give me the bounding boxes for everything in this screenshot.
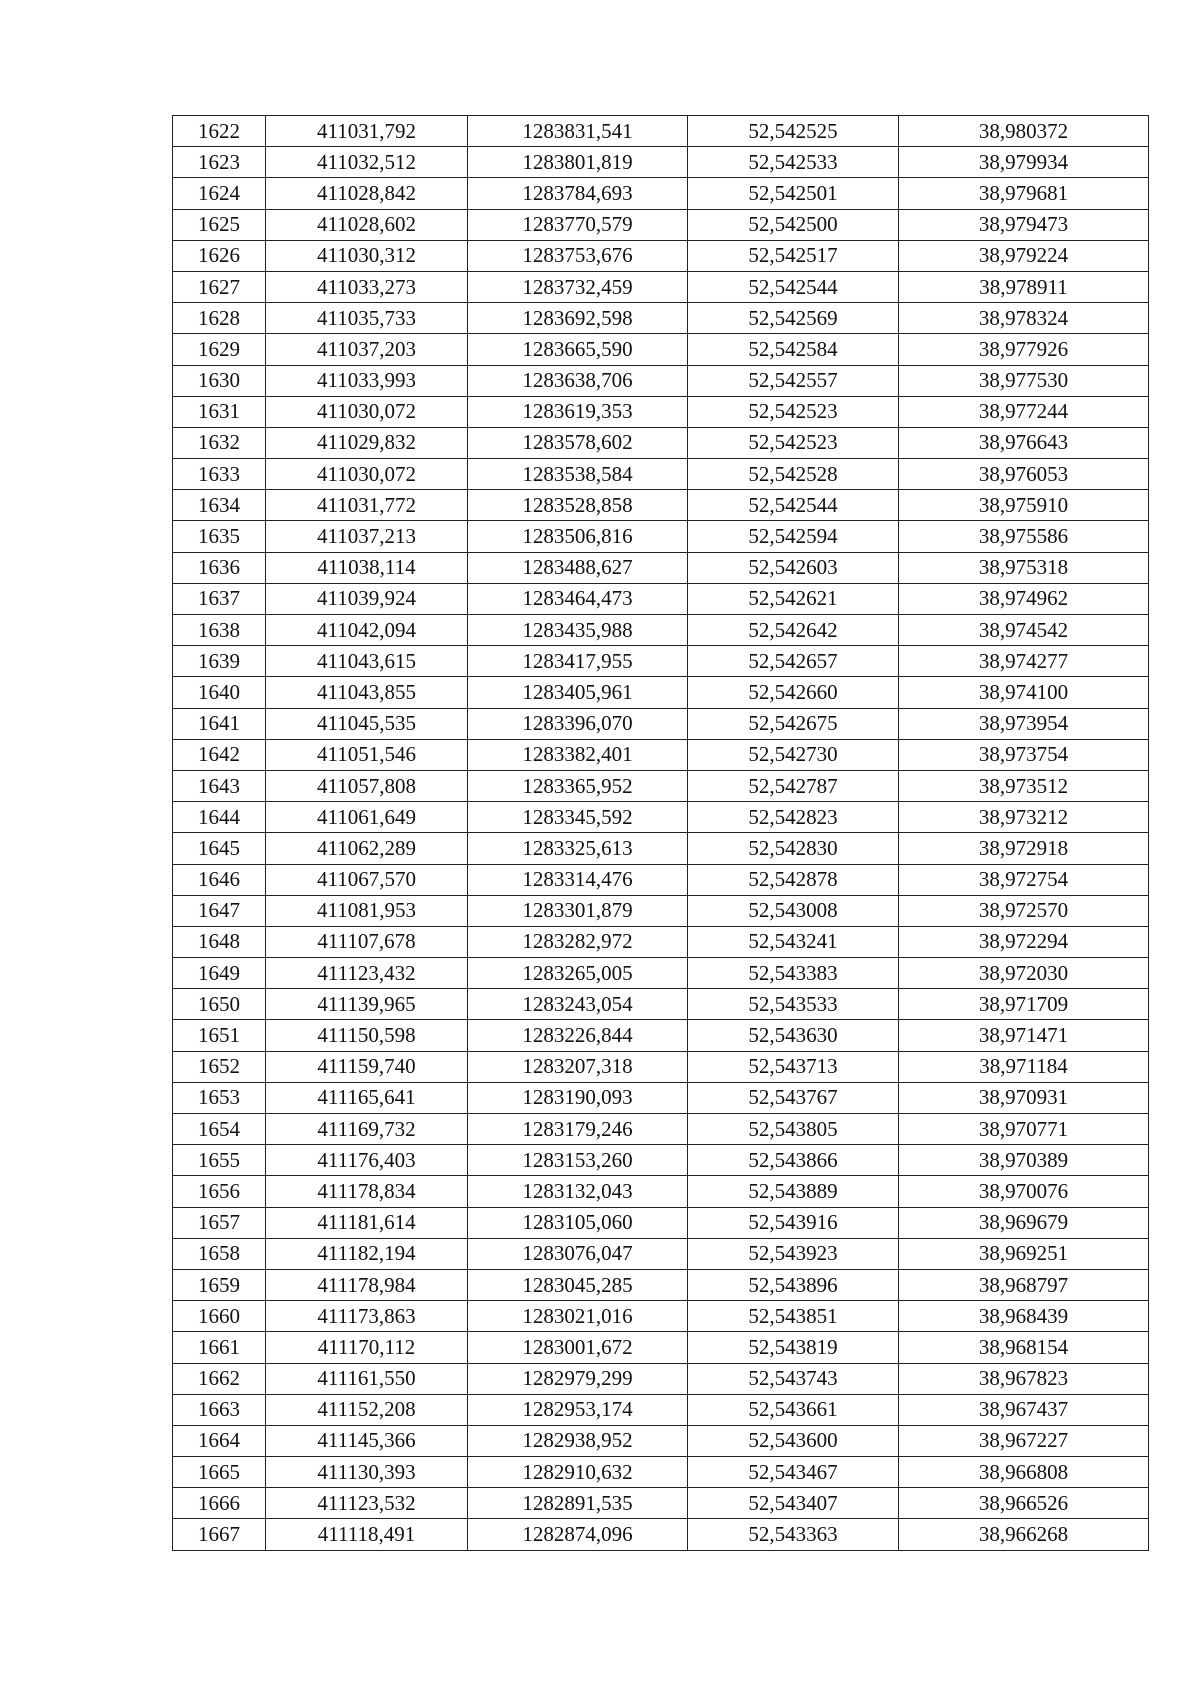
point-number-cell: 1642	[173, 739, 266, 770]
x-coordinate-cell: 411032,512	[266, 147, 468, 178]
point-number-cell: 1650	[173, 989, 266, 1020]
table-row	[173, 1114, 1149, 1145]
longitude-cell: 38,967823	[899, 1363, 1149, 1394]
table-row	[173, 1269, 1149, 1300]
table-row	[173, 739, 1149, 770]
latitude-cell: 52,543767	[688, 1082, 899, 1113]
x-coordinate-cell: 411035,733	[266, 303, 468, 334]
latitude-cell: 52,542525	[688, 116, 899, 147]
x-coordinate-cell: 411039,924	[266, 583, 468, 614]
longitude-cell: 38,973212	[899, 802, 1149, 833]
table-row	[173, 459, 1149, 490]
table-row	[173, 677, 1149, 708]
x-coordinate-cell: 411145,366	[266, 1425, 468, 1456]
y-coordinate-cell: 1283396,070	[468, 708, 688, 739]
table-row	[173, 396, 1149, 427]
point-number-cell: 1662	[173, 1363, 266, 1394]
x-coordinate-cell: 411045,535	[266, 708, 468, 739]
table-row	[173, 989, 1149, 1020]
longitude-cell: 38,970076	[899, 1176, 1149, 1207]
x-coordinate-cell: 411037,213	[266, 521, 468, 552]
point-number-cell: 1652	[173, 1051, 266, 1082]
longitude-cell: 38,972294	[899, 926, 1149, 957]
y-coordinate-cell: 1283265,005	[468, 958, 688, 989]
y-coordinate-cell: 1283179,246	[468, 1114, 688, 1145]
x-coordinate-cell: 411081,953	[266, 895, 468, 926]
table-row	[173, 116, 1149, 147]
longitude-cell: 38,975318	[899, 552, 1149, 583]
longitude-cell: 38,977926	[899, 334, 1149, 365]
point-number-cell: 1624	[173, 178, 266, 209]
x-coordinate-cell: 411043,615	[266, 646, 468, 677]
longitude-cell: 38,976053	[899, 459, 1149, 490]
table-row	[173, 240, 1149, 271]
longitude-cell: 38,971471	[899, 1020, 1149, 1051]
longitude-cell: 38,974962	[899, 583, 1149, 614]
point-number-cell: 1648	[173, 926, 266, 957]
x-coordinate-cell: 411030,072	[266, 459, 468, 490]
y-coordinate-cell: 1283464,473	[468, 583, 688, 614]
table-row	[173, 1051, 1149, 1082]
longitude-cell: 38,974100	[899, 677, 1149, 708]
x-coordinate-cell: 411123,432	[266, 958, 468, 989]
x-coordinate-cell: 411178,984	[266, 1269, 468, 1300]
longitude-cell: 38,968154	[899, 1332, 1149, 1363]
table-row	[173, 303, 1149, 334]
x-coordinate-cell: 411181,614	[266, 1207, 468, 1238]
latitude-cell: 52,542523	[688, 427, 899, 458]
x-coordinate-cell: 411178,834	[266, 1176, 468, 1207]
table-row	[173, 1082, 1149, 1113]
point-number-cell: 1655	[173, 1145, 266, 1176]
y-coordinate-cell: 1283325,613	[468, 833, 688, 864]
y-coordinate-cell: 1283226,844	[468, 1020, 688, 1051]
longitude-cell: 38,968439	[899, 1301, 1149, 1332]
y-coordinate-cell: 1283045,285	[468, 1269, 688, 1300]
x-coordinate-cell: 411028,842	[266, 178, 468, 209]
point-number-cell: 1658	[173, 1238, 266, 1269]
y-coordinate-cell: 1283282,972	[468, 926, 688, 957]
latitude-cell: 52,543866	[688, 1145, 899, 1176]
y-coordinate-cell: 1283105,060	[468, 1207, 688, 1238]
y-coordinate-cell: 1283405,961	[468, 677, 688, 708]
x-coordinate-cell: 411038,114	[266, 552, 468, 583]
x-coordinate-cell: 411062,289	[266, 833, 468, 864]
point-number-cell: 1667	[173, 1519, 266, 1550]
longitude-cell: 38,967227	[899, 1425, 1149, 1456]
x-coordinate-cell: 411173,863	[266, 1301, 468, 1332]
y-coordinate-cell: 1283301,879	[468, 895, 688, 926]
y-coordinate-cell: 1283076,047	[468, 1238, 688, 1269]
point-number-cell: 1622	[173, 116, 266, 147]
point-number-cell: 1627	[173, 271, 266, 302]
table-row	[173, 708, 1149, 739]
latitude-cell: 52,542594	[688, 521, 899, 552]
table-row	[173, 926, 1149, 957]
latitude-cell: 52,542730	[688, 739, 899, 770]
x-coordinate-cell: 411150,598	[266, 1020, 468, 1051]
longitude-cell: 38,974277	[899, 646, 1149, 677]
table-row	[173, 1488, 1149, 1519]
y-coordinate-cell: 1283190,093	[468, 1082, 688, 1113]
table-row	[173, 833, 1149, 864]
x-coordinate-cell: 411031,792	[266, 116, 468, 147]
y-coordinate-cell: 1283753,676	[468, 240, 688, 271]
table-row	[173, 521, 1149, 552]
point-number-cell: 1639	[173, 646, 266, 677]
x-coordinate-cell: 411123,532	[266, 1488, 468, 1519]
table-row	[173, 1519, 1149, 1550]
longitude-cell: 38,969679	[899, 1207, 1149, 1238]
longitude-cell: 38,973954	[899, 708, 1149, 739]
latitude-cell: 52,542878	[688, 864, 899, 895]
latitude-cell: 52,543819	[688, 1332, 899, 1363]
y-coordinate-cell: 1283770,579	[468, 209, 688, 240]
table-row	[173, 209, 1149, 240]
longitude-cell: 38,967437	[899, 1394, 1149, 1425]
table-body	[173, 116, 1149, 1551]
longitude-cell: 38,966808	[899, 1457, 1149, 1488]
latitude-cell: 52,543407	[688, 1488, 899, 1519]
latitude-cell: 52,543896	[688, 1269, 899, 1300]
x-coordinate-cell: 411033,993	[266, 365, 468, 396]
point-number-cell: 1634	[173, 490, 266, 521]
latitude-cell: 52,543851	[688, 1301, 899, 1332]
latitude-cell: 52,543467	[688, 1457, 899, 1488]
latitude-cell: 52,542523	[688, 396, 899, 427]
latitude-cell: 52,543916	[688, 1207, 899, 1238]
latitude-cell: 52,542500	[688, 209, 899, 240]
x-coordinate-cell: 411037,203	[266, 334, 468, 365]
table-row	[173, 178, 1149, 209]
latitude-cell: 52,543533	[688, 989, 899, 1020]
y-coordinate-cell: 1282953,174	[468, 1394, 688, 1425]
point-number-cell: 1631	[173, 396, 266, 427]
latitude-cell: 52,542621	[688, 583, 899, 614]
point-number-cell: 1635	[173, 521, 266, 552]
table-row	[173, 271, 1149, 302]
point-number-cell: 1626	[173, 240, 266, 271]
latitude-cell: 52,542517	[688, 240, 899, 271]
longitude-cell: 38,972918	[899, 833, 1149, 864]
longitude-cell: 38,966268	[899, 1519, 1149, 1550]
x-coordinate-cell: 411057,808	[266, 770, 468, 801]
x-coordinate-cell: 411031,772	[266, 490, 468, 521]
latitude-cell: 52,542603	[688, 552, 899, 583]
point-number-cell: 1666	[173, 1488, 266, 1519]
table-row	[173, 1238, 1149, 1269]
latitude-cell: 52,543805	[688, 1114, 899, 1145]
point-number-cell: 1654	[173, 1114, 266, 1145]
x-coordinate-cell: 411139,965	[266, 989, 468, 1020]
table-row	[173, 1301, 1149, 1332]
table-row	[173, 1176, 1149, 1207]
longitude-cell: 38,978324	[899, 303, 1149, 334]
longitude-cell: 38,979681	[899, 178, 1149, 209]
table-row	[173, 802, 1149, 833]
point-number-cell: 1664	[173, 1425, 266, 1456]
point-number-cell: 1629	[173, 334, 266, 365]
x-coordinate-cell: 411118,491	[266, 1519, 468, 1550]
table-row	[173, 1145, 1149, 1176]
point-number-cell: 1659	[173, 1269, 266, 1300]
point-number-cell: 1645	[173, 833, 266, 864]
y-coordinate-cell: 1283488,627	[468, 552, 688, 583]
y-coordinate-cell: 1283207,318	[468, 1051, 688, 1082]
table-row	[173, 427, 1149, 458]
y-coordinate-cell: 1282979,299	[468, 1363, 688, 1394]
longitude-cell: 38,977530	[899, 365, 1149, 396]
x-coordinate-cell: 411182,194	[266, 1238, 468, 1269]
longitude-cell: 38,966526	[899, 1488, 1149, 1519]
table-row	[173, 1332, 1149, 1363]
point-number-cell: 1644	[173, 802, 266, 833]
longitude-cell: 38,980372	[899, 116, 1149, 147]
latitude-cell: 52,543630	[688, 1020, 899, 1051]
y-coordinate-cell: 1283665,590	[468, 334, 688, 365]
y-coordinate-cell: 1283578,602	[468, 427, 688, 458]
x-coordinate-cell: 411161,550	[266, 1363, 468, 1394]
y-coordinate-cell: 1283831,541	[468, 116, 688, 147]
point-number-cell: 1661	[173, 1332, 266, 1363]
y-coordinate-cell: 1283506,816	[468, 521, 688, 552]
point-number-cell: 1637	[173, 583, 266, 614]
point-number-cell: 1638	[173, 615, 266, 646]
latitude-cell: 52,542501	[688, 178, 899, 209]
point-number-cell: 1651	[173, 1020, 266, 1051]
y-coordinate-cell: 1283638,706	[468, 365, 688, 396]
longitude-cell: 38,977244	[899, 396, 1149, 427]
point-number-cell: 1630	[173, 365, 266, 396]
longitude-cell: 38,979473	[899, 209, 1149, 240]
longitude-cell: 38,968797	[899, 1269, 1149, 1300]
table-row	[173, 895, 1149, 926]
latitude-cell: 52,542544	[688, 271, 899, 302]
y-coordinate-cell: 1283153,260	[468, 1145, 688, 1176]
latitude-cell: 52,543923	[688, 1238, 899, 1269]
point-number-cell: 1647	[173, 895, 266, 926]
longitude-cell: 38,972030	[899, 958, 1149, 989]
table-row	[173, 334, 1149, 365]
latitude-cell: 52,543008	[688, 895, 899, 926]
latitude-cell: 52,543889	[688, 1176, 899, 1207]
y-coordinate-cell: 1283021,016	[468, 1301, 688, 1332]
x-coordinate-cell: 411030,312	[266, 240, 468, 271]
table-row	[173, 615, 1149, 646]
y-coordinate-cell: 1283365,952	[468, 770, 688, 801]
latitude-cell: 52,542533	[688, 147, 899, 178]
x-coordinate-cell: 411165,641	[266, 1082, 468, 1113]
latitude-cell: 52,543241	[688, 926, 899, 957]
point-number-cell: 1625	[173, 209, 266, 240]
table-row	[173, 646, 1149, 677]
latitude-cell: 52,542528	[688, 459, 899, 490]
x-coordinate-cell: 411152,208	[266, 1394, 468, 1425]
longitude-cell: 38,978911	[899, 271, 1149, 302]
longitude-cell: 38,972754	[899, 864, 1149, 895]
table-row	[173, 1207, 1149, 1238]
y-coordinate-cell: 1282874,096	[468, 1519, 688, 1550]
y-coordinate-cell: 1283538,584	[468, 459, 688, 490]
point-number-cell: 1665	[173, 1457, 266, 1488]
x-coordinate-cell: 411130,393	[266, 1457, 468, 1488]
latitude-cell: 52,542584	[688, 334, 899, 365]
y-coordinate-cell: 1283732,459	[468, 271, 688, 302]
point-number-cell: 1641	[173, 708, 266, 739]
longitude-cell: 38,979934	[899, 147, 1149, 178]
x-coordinate-cell: 411042,094	[266, 615, 468, 646]
point-number-cell: 1633	[173, 459, 266, 490]
latitude-cell: 52,542544	[688, 490, 899, 521]
y-coordinate-cell: 1283243,054	[468, 989, 688, 1020]
point-number-cell: 1663	[173, 1394, 266, 1425]
x-coordinate-cell: 411176,403	[266, 1145, 468, 1176]
point-number-cell: 1656	[173, 1176, 266, 1207]
latitude-cell: 52,542642	[688, 615, 899, 646]
longitude-cell: 38,969251	[899, 1238, 1149, 1269]
point-number-cell: 1646	[173, 864, 266, 895]
latitude-cell: 52,542660	[688, 677, 899, 708]
table-row	[173, 1425, 1149, 1456]
latitude-cell: 52,543363	[688, 1519, 899, 1550]
x-coordinate-cell: 411030,072	[266, 396, 468, 427]
coordinate-table	[172, 115, 1149, 1551]
point-number-cell: 1628	[173, 303, 266, 334]
longitude-cell: 38,972570	[899, 895, 1149, 926]
y-coordinate-cell: 1283435,988	[468, 615, 688, 646]
table-row	[173, 552, 1149, 583]
longitude-cell: 38,971709	[899, 989, 1149, 1020]
x-coordinate-cell: 411159,740	[266, 1051, 468, 1082]
point-number-cell: 1623	[173, 147, 266, 178]
x-coordinate-cell: 411043,855	[266, 677, 468, 708]
y-coordinate-cell: 1283692,598	[468, 303, 688, 334]
latitude-cell: 52,543661	[688, 1394, 899, 1425]
latitude-cell: 52,542657	[688, 646, 899, 677]
point-number-cell: 1660	[173, 1301, 266, 1332]
point-number-cell: 1643	[173, 770, 266, 801]
y-coordinate-cell: 1282938,952	[468, 1425, 688, 1456]
point-number-cell: 1636	[173, 552, 266, 583]
longitude-cell: 38,979224	[899, 240, 1149, 271]
table-row	[173, 1363, 1149, 1394]
x-coordinate-cell: 411107,678	[266, 926, 468, 957]
x-coordinate-cell: 411028,602	[266, 209, 468, 240]
x-coordinate-cell: 411029,832	[266, 427, 468, 458]
x-coordinate-cell: 411033,273	[266, 271, 468, 302]
y-coordinate-cell: 1282910,632	[468, 1457, 688, 1488]
table-row	[173, 864, 1149, 895]
y-coordinate-cell: 1283132,043	[468, 1176, 688, 1207]
longitude-cell: 38,970771	[899, 1114, 1149, 1145]
point-number-cell: 1657	[173, 1207, 266, 1238]
y-coordinate-cell: 1283619,353	[468, 396, 688, 427]
latitude-cell: 52,543600	[688, 1425, 899, 1456]
y-coordinate-cell: 1282891,535	[468, 1488, 688, 1519]
longitude-cell: 38,970389	[899, 1145, 1149, 1176]
table-row	[173, 1457, 1149, 1488]
x-coordinate-cell: 411067,570	[266, 864, 468, 895]
x-coordinate-cell: 411051,546	[266, 739, 468, 770]
latitude-cell: 52,542675	[688, 708, 899, 739]
table-row	[173, 583, 1149, 614]
longitude-cell: 38,973512	[899, 770, 1149, 801]
table-row	[173, 490, 1149, 521]
y-coordinate-cell: 1283801,819	[468, 147, 688, 178]
table-row	[173, 1394, 1149, 1425]
latitude-cell: 52,542823	[688, 802, 899, 833]
point-number-cell: 1653	[173, 1082, 266, 1113]
point-number-cell: 1640	[173, 677, 266, 708]
point-number-cell: 1632	[173, 427, 266, 458]
y-coordinate-cell: 1283417,955	[468, 646, 688, 677]
longitude-cell: 38,975586	[899, 521, 1149, 552]
x-coordinate-cell: 411170,112	[266, 1332, 468, 1363]
y-coordinate-cell: 1283314,476	[468, 864, 688, 895]
latitude-cell: 52,542557	[688, 365, 899, 396]
table-row	[173, 147, 1149, 178]
latitude-cell: 52,542830	[688, 833, 899, 864]
longitude-cell: 38,971184	[899, 1051, 1149, 1082]
latitude-cell: 52,542787	[688, 770, 899, 801]
longitude-cell: 38,970931	[899, 1082, 1149, 1113]
latitude-cell: 52,542569	[688, 303, 899, 334]
point-number-cell: 1649	[173, 958, 266, 989]
latitude-cell: 52,543383	[688, 958, 899, 989]
table-row	[173, 365, 1149, 396]
longitude-cell: 38,975910	[899, 490, 1149, 521]
y-coordinate-cell: 1283528,858	[468, 490, 688, 521]
table-row	[173, 1020, 1149, 1051]
longitude-cell: 38,974542	[899, 615, 1149, 646]
longitude-cell: 38,973754	[899, 739, 1149, 770]
latitude-cell: 52,543743	[688, 1363, 899, 1394]
y-coordinate-cell: 1283382,401	[468, 739, 688, 770]
x-coordinate-cell: 411169,732	[266, 1114, 468, 1145]
y-coordinate-cell: 1283345,592	[468, 802, 688, 833]
longitude-cell: 38,976643	[899, 427, 1149, 458]
y-coordinate-cell: 1283784,693	[468, 178, 688, 209]
y-coordinate-cell: 1283001,672	[468, 1332, 688, 1363]
x-coordinate-cell: 411061,649	[266, 802, 468, 833]
table-row	[173, 958, 1149, 989]
table-row	[173, 770, 1149, 801]
latitude-cell: 52,543713	[688, 1051, 899, 1082]
